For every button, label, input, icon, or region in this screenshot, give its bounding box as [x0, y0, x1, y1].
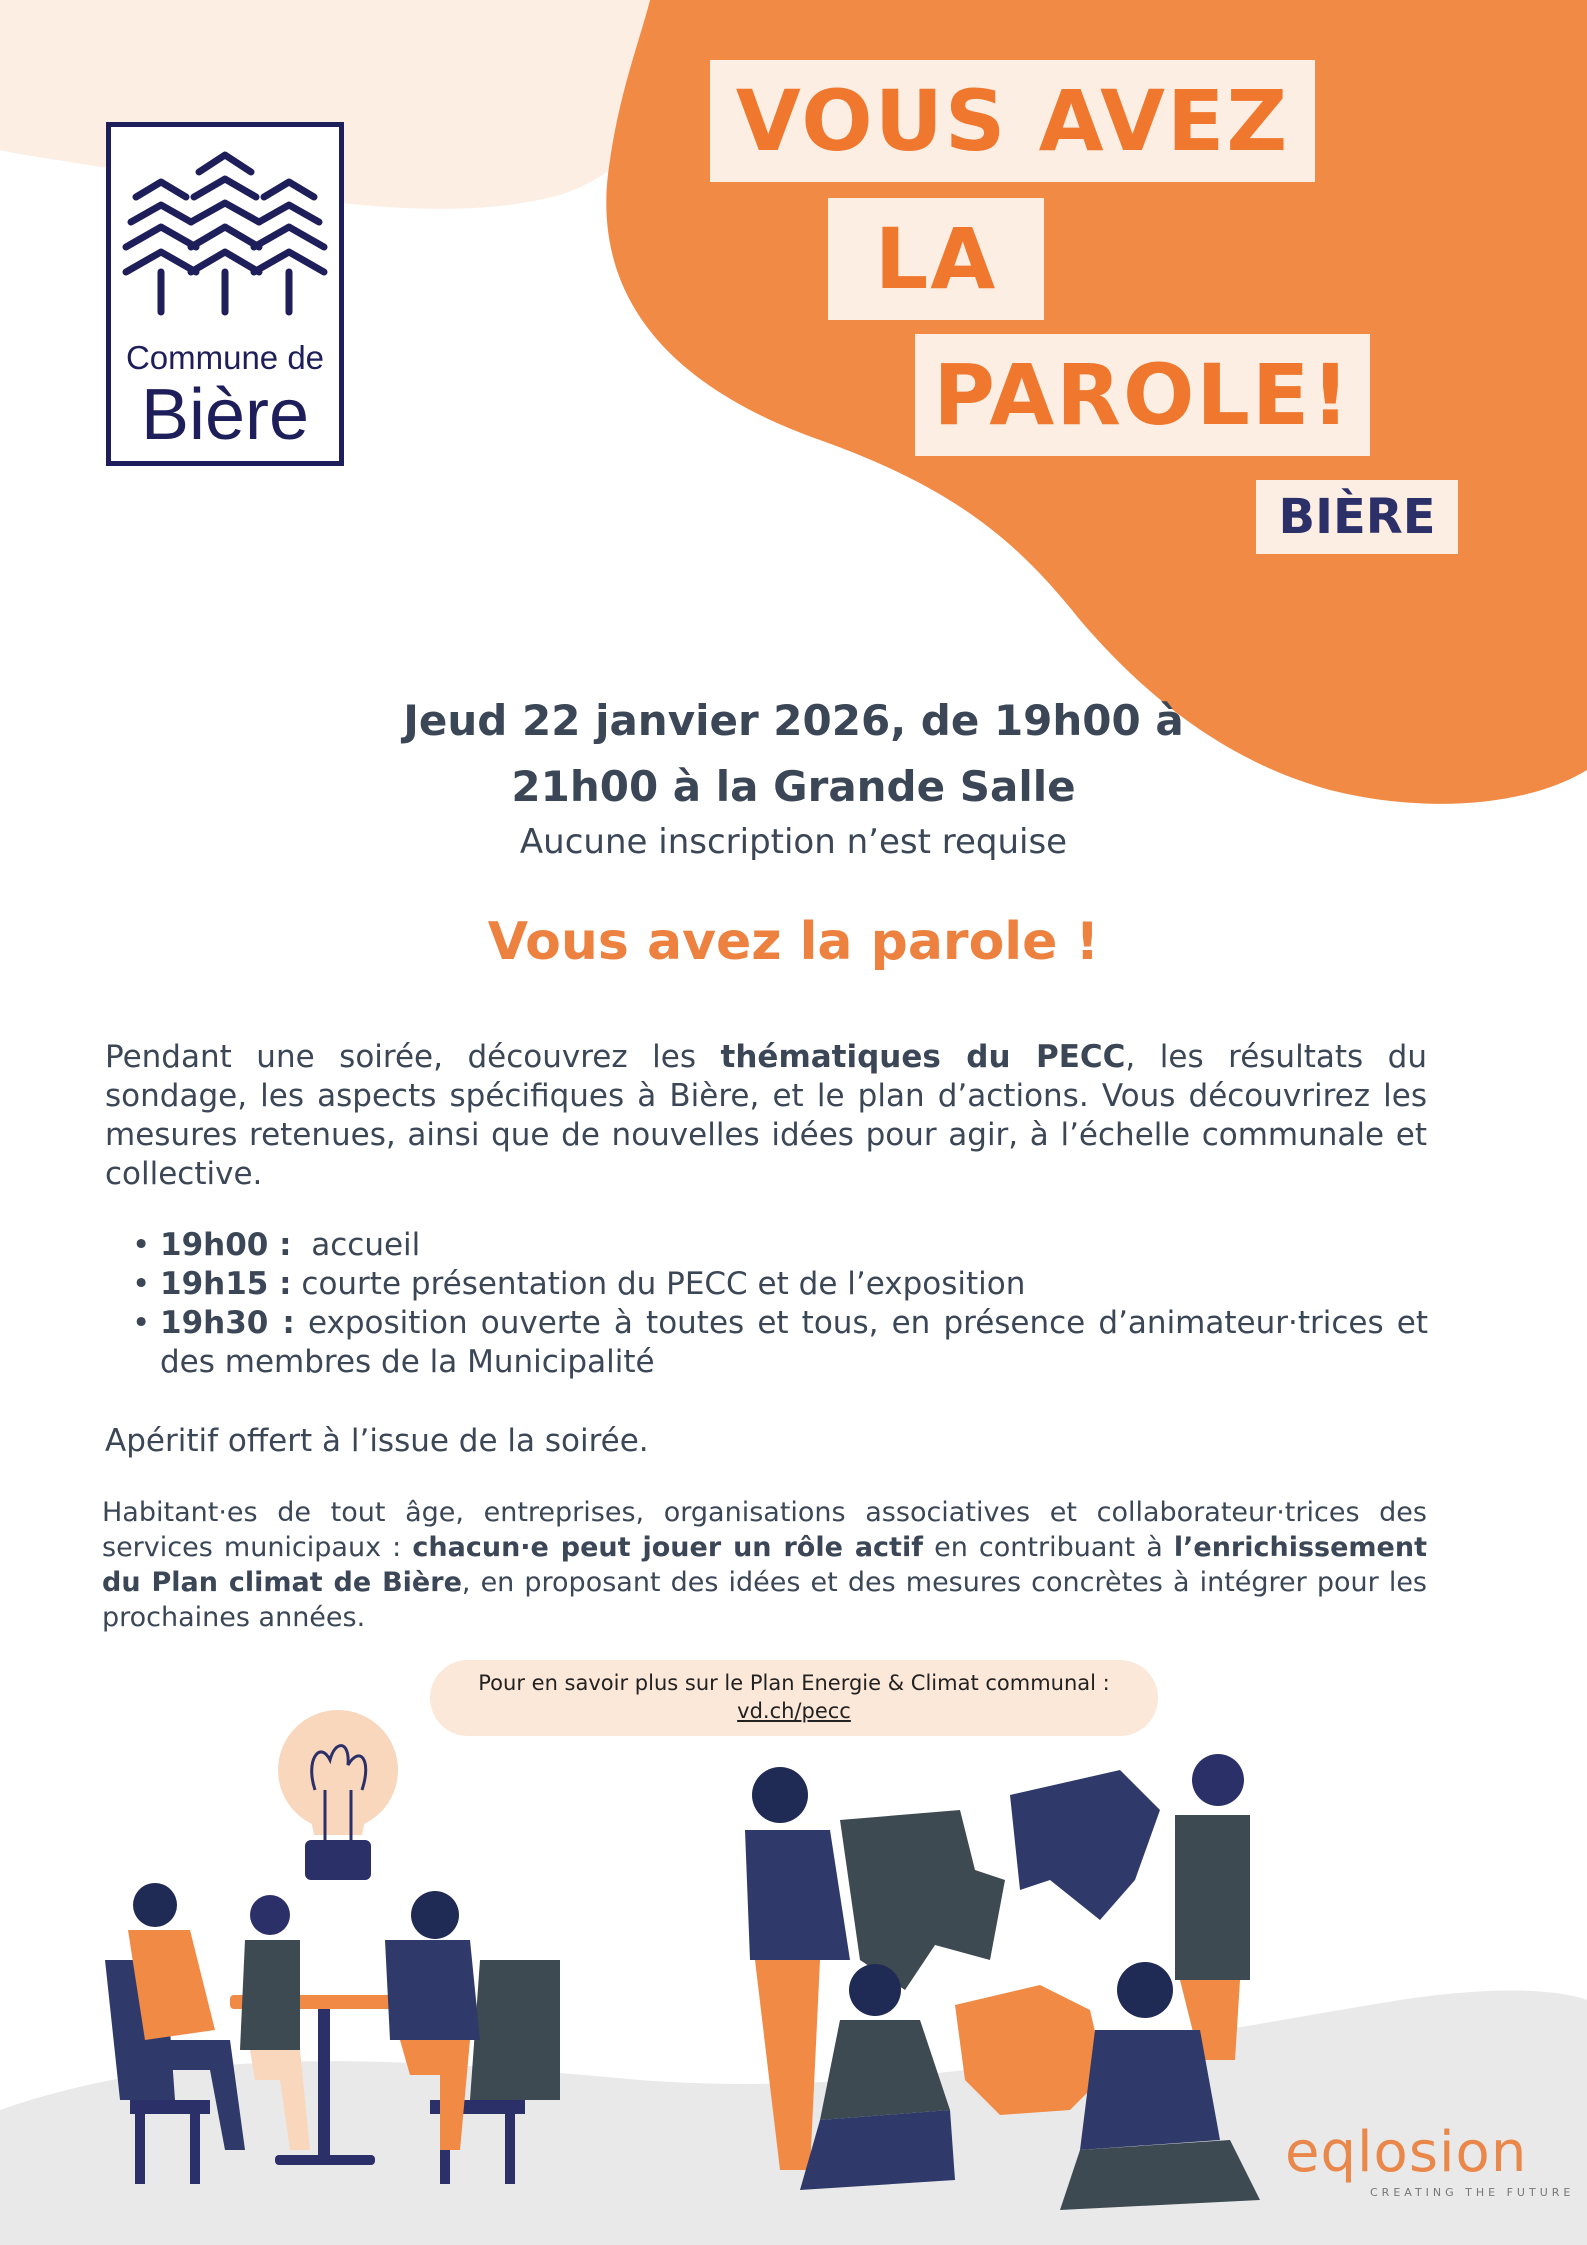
schedule-text: exposition ouverte à toutes et tous, en présence d’animateur·trices et des membres de la Municipalité — [160, 1305, 1428, 1380]
schedule-time: 19h15 : — [160, 1266, 292, 1302]
meeting-group — [105, 1883, 560, 2184]
participation-text-2: en contribuant à — [922, 1532, 1174, 1563]
schedule-item — [132, 1265, 1428, 1304]
participation-paragraph — [102, 1495, 1427, 1635]
info-pill — [430, 1660, 1158, 1736]
section-subtitle: Vous avez la parole ! — [487, 912, 1100, 972]
schedule-time: 19h30 : — [160, 1305, 295, 1341]
registration-note: Aucune inscription n’est requise — [519, 822, 1068, 862]
participation-bold-2: l’enrichissement du Plan climat de Bière — [102, 1532, 1427, 1598]
intro-paragraph — [105, 1038, 1427, 1194]
brand-tagline: CREATING THE FUTURE — [1370, 2186, 1575, 2199]
town-badge: BIÈRE — [1256, 480, 1458, 554]
commune-logo — [106, 122, 344, 466]
pecc-link[interactable]: vd.ch/pecc — [737, 1699, 851, 1723]
trees-icon — [111, 127, 339, 327]
aperitif-note: Apéritif offert à l’issue de la soirée. — [105, 1423, 649, 1459]
info-text: Pour en savoir plus sur le Plan Energie & Climat communal : — [478, 1671, 1110, 1695]
schedule-text: accueil — [291, 1227, 421, 1263]
schedule-item — [132, 1304, 1428, 1382]
participation-text-3: , en proposant des idées et des mesures concrètes à intégrer pour les prochaines années. — [102, 1567, 1427, 1633]
event-date — [0, 688, 1587, 820]
schedule-item — [132, 1226, 1428, 1265]
participation-text-1: Habitant·es de tout âge, entreprises, organisations associatives et collaborateur·trices des services municipaux : — [102, 1497, 1427, 1563]
schedule-text: courte présentation du PECC et de l’exposition — [291, 1266, 1026, 1302]
intro-text-1: Pendant une soirée, découvrez les — [105, 1039, 721, 1075]
lightbulb-icon — [278, 1710, 398, 1880]
title-line-2: LA — [828, 198, 1044, 320]
puzzle-group — [745, 1754, 1260, 2210]
title-line-3: PAROLE! — [915, 334, 1370, 456]
intro-text-2: , les résultats du sondage, les aspects spécifiques à Bière, et le plan d’actions. Vous découvrirez les mesures retenues, ainsi que de nouvelles idées pour agir, à l’échelle communale et collective. — [105, 1039, 1427, 1192]
brand-name: eqlosion — [1285, 2120, 1528, 2185]
cream-blob — [0, 0, 700, 209]
participation-bold-1: chacun·e peut jouer un rôle actif — [412, 1532, 923, 1563]
schedule-list — [132, 1226, 1428, 1382]
title-line-1: VOUS AVEZ — [710, 60, 1315, 182]
schedule-time: 19h00 : — [160, 1227, 292, 1263]
logo-town-name: Bière — [140, 375, 310, 455]
intro-bold: thématiques du PECC — [720, 1039, 1126, 1075]
event-date-line-1: Jeud 22 janvier 2026, de 19h00 à — [403, 696, 1184, 745]
event-date-line-2: 21h00 à la Grande Salle — [511, 762, 1076, 811]
logo-commune-text: Commune de — [125, 339, 325, 376]
